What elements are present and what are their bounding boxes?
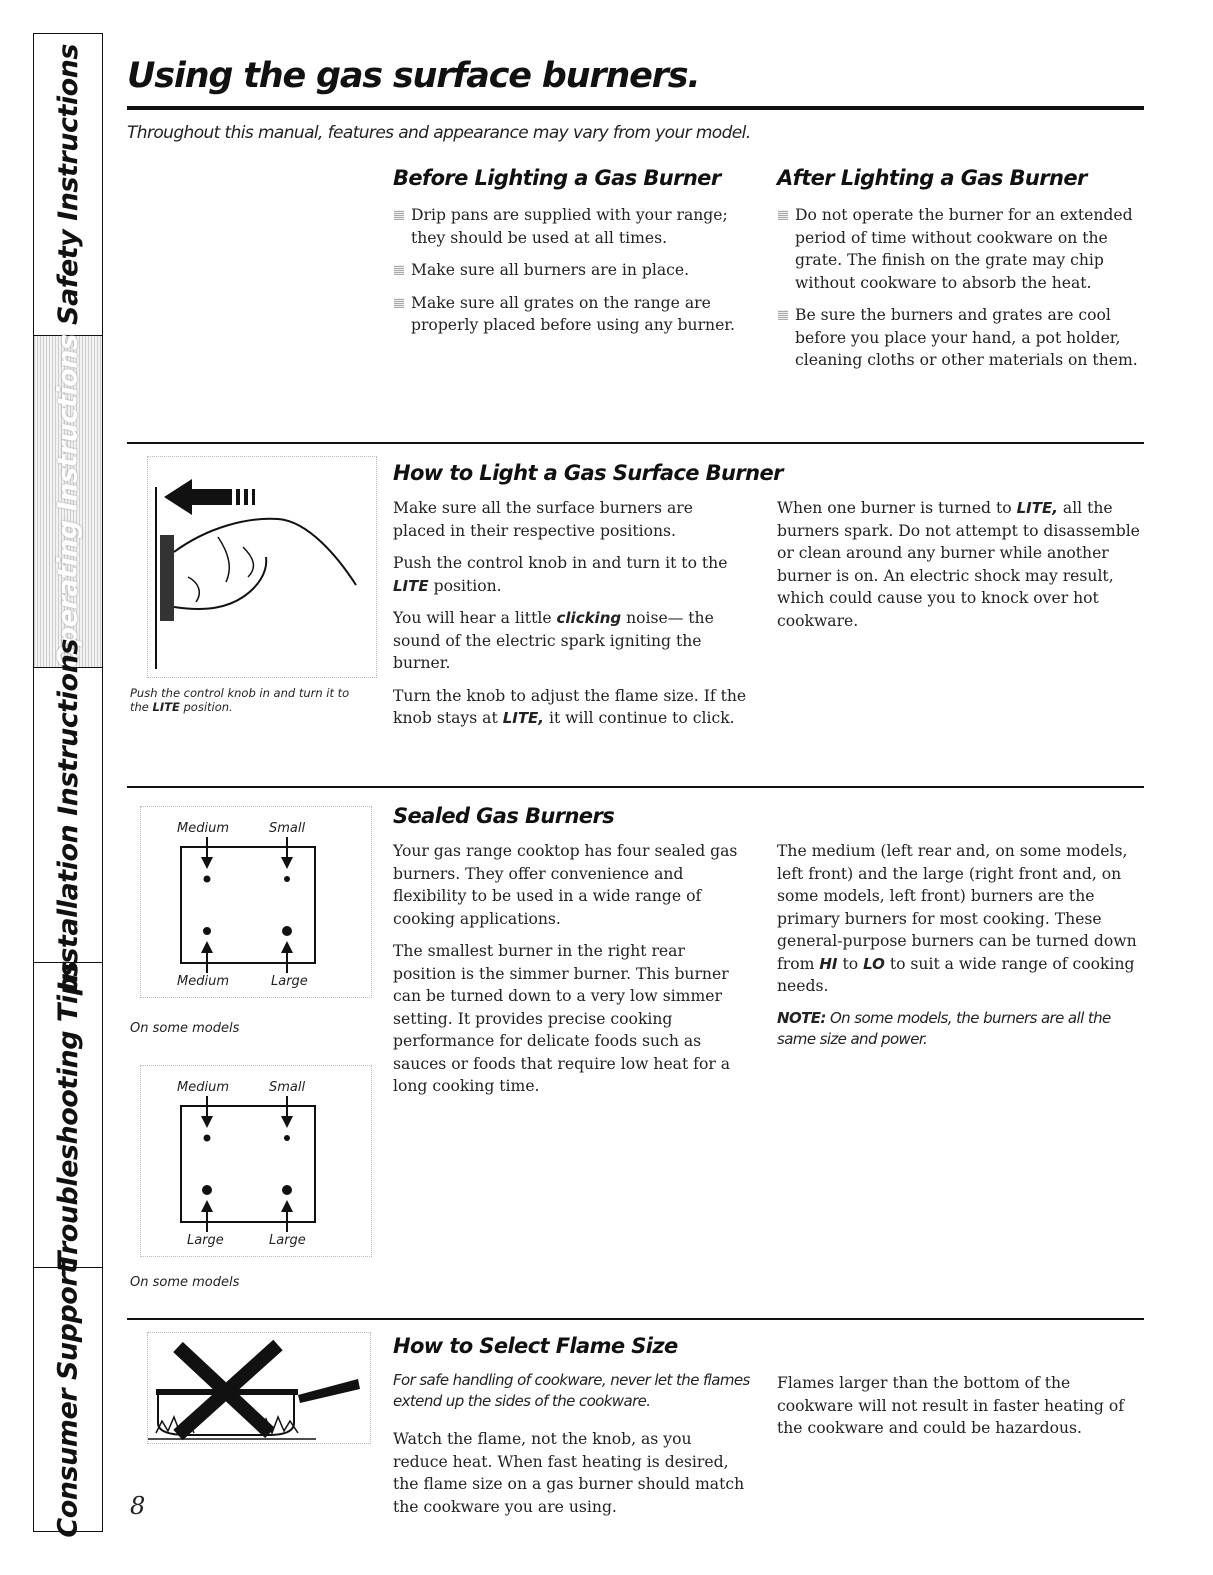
text: When one burner is turned to (777, 499, 1017, 517)
text: to (837, 954, 864, 973)
list-item (393, 259, 763, 282)
hand-knob-icon (148, 457, 376, 677)
burner-label: Large (271, 974, 308, 989)
paragraph: Make sure all the surface burners are placed in their respective positions. (393, 499, 693, 540)
emphasis: LITE, (1016, 499, 1058, 517)
burner-diagram-1 (140, 806, 372, 998)
list-item (393, 292, 763, 337)
emphasis: LITE (393, 576, 429, 595)
tab-label: Safety Instructions (52, 44, 84, 325)
note-text: On some models, the burners are all the same size and power. (777, 1008, 1111, 1048)
cooktop-layout-icon (141, 1066, 371, 1256)
caption-text: position. (179, 700, 233, 714)
tab-label: Consumer Support (52, 1261, 84, 1538)
paragraph: Flames larger than the bottom of the cookware will not result in faster heating of the cookware and could be hazardous. (777, 1374, 1125, 1437)
text: position. (428, 576, 502, 595)
sealed-heading: Sealed Gas Burners (393, 804, 615, 828)
tab-safety-instructions[interactable] (34, 34, 102, 336)
sealed-body (393, 840, 748, 1108)
text: it will continue to click. (544, 709, 735, 727)
page-title: Using the gas surface burners. (127, 56, 700, 96)
before-list (393, 204, 763, 347)
text: You will hear a little (393, 609, 557, 627)
caption-emphasis: LITE (152, 700, 180, 714)
caption-text: Push the control knob in and turn it to the (130, 686, 350, 714)
flame-italic-note: For safe handling of cookware, never let the flames extend up the sides of the cookware. (393, 1371, 750, 1410)
list-item-text: Do not operate the burner for an extended period of time without cookware on the grate. The finish on the grate may chip without cookware to absorb the heat. (795, 206, 1133, 292)
text: to suit a wide range of cooking needs. (777, 954, 1135, 995)
before-heading: Before Lighting a Gas Burner (393, 166, 721, 190)
text: The medium (left rear and, on some models, left front) and the large (right front and, on some models, left front) burners are the primary burners for most cooking. These general-purpose burners can be turned down from (777, 842, 1137, 973)
flame-right (777, 1372, 1142, 1450)
tab-label: Troubleshooting Tips (52, 960, 84, 1270)
after-list (777, 204, 1149, 382)
knob-illustration (147, 456, 377, 678)
burner-label: Medium (177, 1080, 229, 1095)
list-item (393, 204, 763, 249)
bullet-icon (778, 210, 788, 220)
crossed-pot-icon (148, 1333, 370, 1443)
burner-label: Medium (177, 974, 229, 989)
paragraph: Your gas range cooktop has four sealed gas burners. They offer convenience and flexibility to be used in a wide range of cooking applications. (393, 842, 738, 928)
tab-label: Operating Instructions (52, 334, 84, 669)
after-heading: After Lighting a Gas Burner (777, 166, 1087, 190)
title-rule (127, 106, 1144, 110)
bullet-icon (394, 210, 404, 220)
text: Push the control knob in and turn it to the (393, 554, 728, 572)
paragraph (393, 685, 748, 730)
emphasis: LO (863, 954, 885, 973)
note-label: NOTE: (777, 1008, 826, 1027)
bullet-icon (394, 298, 404, 308)
tab-installation-instructions[interactable] (34, 638, 102, 992)
bullet-icon (778, 310, 788, 320)
sealed-right (777, 840, 1142, 1050)
paragraph: The smallest burner in the right rear position is the simmer burner. This burner can be turned down to a very low simmer setting. It provides precise cooking performance for delicate foods such as sauces or foods that require low heat for a long cooking time. (393, 942, 731, 1095)
emphasis: LITE, (502, 709, 545, 727)
paragraph: Watch the flame, not the knob, as you reduce heat. When fast heating is desired, the flame size on a gas burner should match the cookware you are using. (393, 1430, 745, 1516)
list-item (777, 304, 1149, 372)
burner-label: Large (269, 1233, 306, 1248)
knob-caption (130, 686, 360, 714)
light-right (777, 497, 1142, 642)
burner-label: Small (269, 1080, 306, 1095)
paragraph (777, 497, 1142, 632)
section-rule (127, 1318, 1144, 1320)
list-item-text: Make sure all burners are in place. (411, 261, 690, 279)
list-item-text: Drip pans are supplied with your range; they should be used at all times. (411, 206, 728, 247)
paragraph (393, 552, 748, 597)
flame-body (393, 1428, 748, 1528)
tab-label: Installation Instructions (52, 638, 84, 992)
page-subtitle: Throughout this manual, features and appearance may vary from your model. (127, 123, 751, 143)
tab-troubleshooting-tips[interactable] (34, 960, 102, 1270)
burner-label: Medium (177, 821, 229, 836)
list-item-text: Be sure the burners and grates are cool before you place your hand, a pot holder, cleaning cloths or other materials on them. (795, 306, 1138, 369)
flame-heading: How to Select Flame Size (393, 1334, 678, 1358)
text: all the burners spark. Do not attempt to disassemble or clean around any burner while another burner is on. An electric shock may result, which could cause you to knock over hot cookware. (777, 499, 1140, 630)
section-sidebar (33, 33, 103, 1538)
flame-illustration (147, 1332, 371, 1444)
cooktop-layout-icon (141, 807, 371, 997)
emphasis: HI (819, 954, 838, 973)
light-body (393, 497, 748, 740)
list-item (777, 204, 1149, 294)
section-rule (127, 786, 1144, 788)
bullet-icon (394, 265, 404, 275)
paragraph (777, 840, 1142, 998)
note (777, 1008, 1142, 1050)
list-item-text: Make sure all grates on the range are properly placed before using any burner. (411, 293, 735, 334)
diagram-caption-2: On some models (130, 1275, 240, 1290)
burner-label: Small (269, 821, 306, 836)
emphasis: clicking (556, 609, 622, 627)
tab-consumer-support[interactable] (34, 1261, 102, 1538)
page-number: 8 (130, 1492, 146, 1520)
light-heading: How to Light a Gas Surface Burner (393, 461, 783, 485)
burner-diagram-2 (140, 1065, 372, 1257)
section-rule (127, 442, 1144, 444)
diagram-caption-1: On some models (130, 1021, 240, 1036)
text: Turn the knob to adjust the flame size. If the knob stays at (393, 686, 747, 727)
burner-label: Large (187, 1233, 224, 1248)
tab-operating-instructions[interactable] (34, 336, 102, 668)
paragraph (393, 607, 748, 675)
text: noise— the sound of the electric spark igniting the burner. (393, 609, 714, 672)
